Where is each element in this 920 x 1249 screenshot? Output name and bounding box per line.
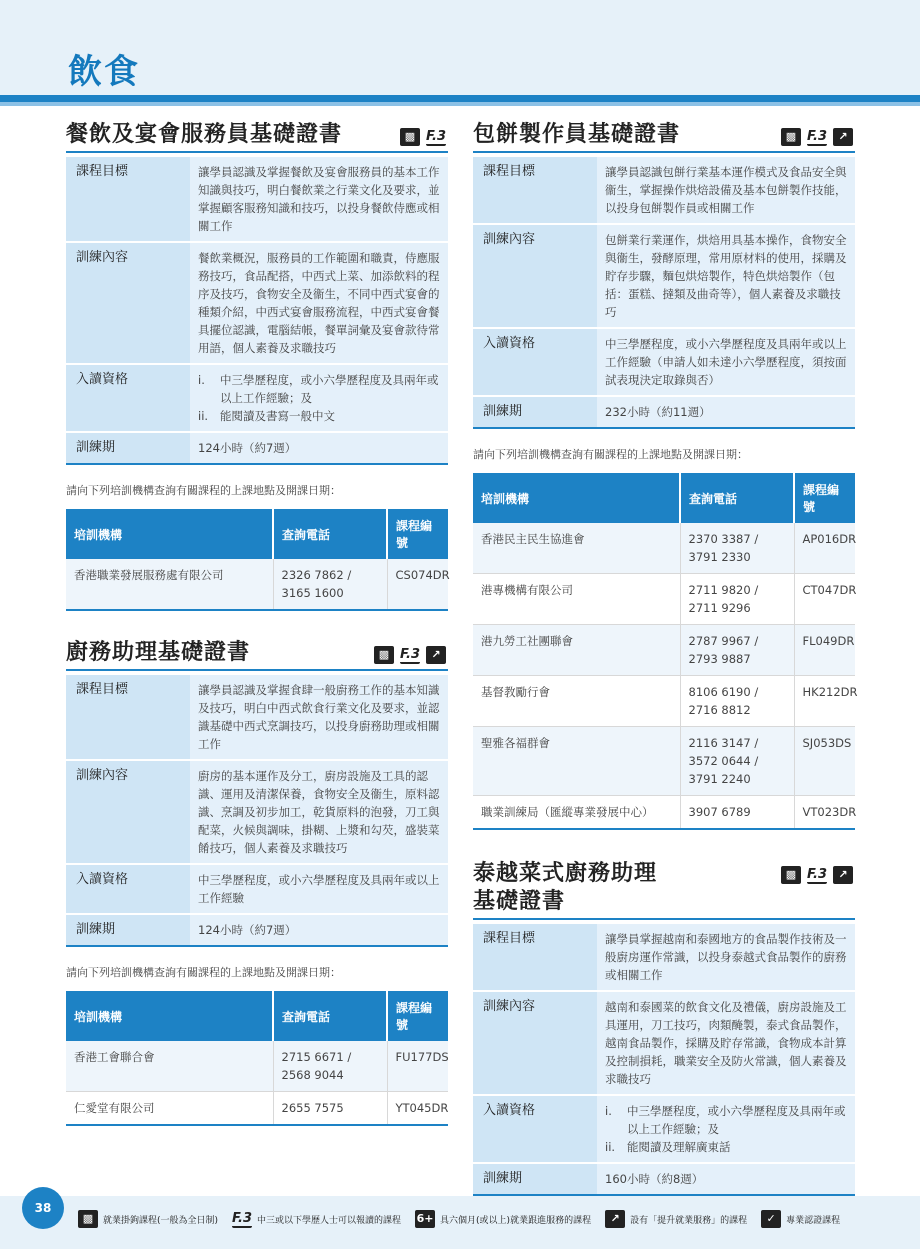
org-phone: 2116 3147 / 3572 0644 / 3791 2240	[680, 727, 794, 796]
legend-text: 中三或以下學歷人士可以報讀的課程	[257, 1215, 402, 1226]
objective-label: 課程目標	[66, 675, 190, 760]
code-header: 課程編號	[387, 509, 448, 559]
duration-label: 訓練期	[473, 1163, 597, 1195]
title-line-2: 基礎證書	[473, 889, 566, 914]
objective-value: 讓學員認識及掌握餐飲及宴會服務員的基本工作知識與技巧，明白餐飲業之行業文化及要求，並掌握顧客服務知識和技巧，以投身餐飲侍應或相關工作	[190, 157, 448, 242]
f3-icon: F.3	[807, 128, 827, 144]
header-rule-light	[0, 102, 920, 106]
code-header: 課程編號	[794, 473, 855, 523]
org-phone: 2326 7862 / 3165 1600	[273, 559, 387, 610]
certificate-check-icon: ✓	[761, 1210, 781, 1228]
org-name: 仁愛堂有限公司	[66, 1092, 273, 1126]
header-rule	[0, 95, 920, 102]
course-icons	[368, 646, 446, 664]
briefcase-icon: ▩	[781, 128, 801, 146]
course-icons	[775, 866, 853, 884]
briefcase-icon: ▩	[78, 1210, 98, 1228]
objective-value: 讓學員掌握越南和泰國地方的食品製作技術及一般廚房運作常識，以投身泰越式食品製作的廚務或相關工作	[597, 924, 855, 991]
org-name: 港九勞工社團聯會	[473, 625, 680, 676]
req-number: i.	[198, 373, 205, 387]
enquiry-note: 請向下列培訓機構查詢有關課程的上課地點及開課日期：	[66, 966, 341, 979]
upgrade-arrow-icon: ↗	[605, 1210, 625, 1228]
legend-text: 專業認證課程	[786, 1215, 841, 1226]
org-code: FU177DS	[387, 1041, 448, 1092]
course-title-catering	[66, 117, 448, 153]
legend-item	[78, 1210, 218, 1228]
org-name: 職業訓練局（匯縱專業發展中心）	[473, 796, 680, 830]
objective-label: 課程目標	[473, 924, 597, 991]
org-code: HK212DR	[794, 676, 855, 727]
table-row	[66, 1092, 448, 1126]
table-row	[473, 676, 855, 727]
content-label: 訓練內容	[473, 224, 597, 328]
legend-text: 具六個月(或以上)就業跟進服務的課程	[440, 1215, 592, 1226]
legend-item	[761, 1210, 840, 1228]
code-header: 課程編號	[387, 991, 448, 1041]
course-title-kitchen	[66, 635, 448, 671]
enquiry-note: 請向下列培訓機構查詢有關課程的上課地點及開課日期：	[473, 448, 748, 461]
req-text: 中三學歷程度，或小六學歷程度及具兩年或以上工作經驗；及	[627, 1104, 846, 1136]
org-code: AP016DR	[794, 523, 855, 574]
icon-legend	[78, 1210, 854, 1228]
requirement-label: 入讀資格	[66, 364, 190, 432]
req-text: 中三學歷程度，或小六學歷程度及具兩年或以上工作經驗；及	[220, 373, 439, 405]
course-title-bakery	[473, 117, 855, 153]
org-name: 聖雅各福群會	[473, 727, 680, 796]
req-number: i.	[605, 1104, 612, 1118]
content-value: 餐飲業概況，服務員的工作範圍和職責，侍應服務技巧，食品配搭，中西式上菜、加添飲料的程序及技巧，食物安全及衞生，不同中西式宴會的種類介紹，中西式宴會服務流程，中西式宴會餐具擺位認識，電腦結帳，餐單詞彙及宴會款待常用語，個人素養及求職技巧	[190, 242, 448, 364]
duration-value: 124小時（約7週）	[190, 914, 448, 946]
requirement-label: 入讀資格	[473, 328, 597, 396]
course-title-text: 餐飲及宴會服務員基礎證書	[66, 122, 343, 147]
legend-item	[232, 1211, 401, 1228]
org-table	[473, 473, 858, 830]
upgrade-arrow-icon: ↗	[833, 128, 853, 146]
objective-label: 課程目標	[473, 157, 597, 224]
org-name: 基督教勵行會	[473, 676, 680, 727]
requirement-value: 中三學歷程度，或小六學歷程度及具兩年或以上工作經驗（申請人如未達小六學歷程度，須按面試表現決定取錄與否）	[597, 328, 855, 396]
course-icons	[775, 128, 853, 146]
org-name: 香港民主民生協進會	[473, 523, 680, 574]
org-phone: 2787 9967 / 2793 9887	[680, 625, 794, 676]
org-phone: 2655 7575	[273, 1092, 387, 1126]
course-info-table	[66, 157, 448, 465]
org-header: 培訓機構	[66, 991, 273, 1041]
content-value: 包餅業行業運作，烘焙用具基本操作，食物安全與衞生，發酵原理，常用原材料的使用，採購及貯存步驟，麵包烘焙製作，特色烘焙製作（包括：蛋糕、撻類及曲奇等），個人素養及求職技巧	[597, 224, 855, 328]
f3-icon: F.3	[807, 866, 827, 882]
org-header: 培訓機構	[473, 473, 680, 523]
table-row	[66, 1041, 448, 1092]
enquiry-note: 請向下列培訓機構查詢有關課程的上課地點及開課日期：	[66, 484, 341, 497]
left-column	[66, 117, 448, 1126]
f3-icon: F.3	[426, 128, 446, 144]
org-table	[66, 991, 448, 1126]
briefcase-icon: ▩	[374, 646, 394, 664]
req-number: ii.	[198, 409, 209, 423]
upgrade-arrow-icon: ↗	[833, 866, 853, 884]
org-code: CS074DR	[387, 559, 448, 610]
page-title: 飲食	[68, 52, 140, 92]
requirement-value	[597, 1095, 855, 1163]
page-number: 38	[22, 1187, 64, 1229]
phone-header: 查詢電話	[680, 473, 794, 523]
legend-text: 設有「提升就業服務」的課程	[630, 1215, 748, 1226]
requirement-value: 中三學歷程度，或小六學歷程度及具兩年或以上工作經驗	[190, 864, 448, 914]
briefcase-icon: ▩	[400, 128, 420, 146]
objective-value: 讓學員認識及掌握食肆一般廚務工作的基本知識及技巧，明白中西式飲食行業文化及要求，並認識基礎中西式烹調技巧，以投身廚務助理或相關工作	[190, 675, 448, 760]
course-title-text: 包餅製作員基礎證書	[473, 122, 681, 147]
legend-item	[605, 1210, 747, 1228]
content-label: 訓練內容	[66, 242, 190, 364]
duration-value: 124小時（約7週）	[190, 432, 448, 464]
phone-header: 查詢電話	[273, 509, 387, 559]
duration-value: 160小時（約8週）	[597, 1163, 855, 1195]
org-phone: 3907 6789	[680, 796, 794, 830]
org-code: SJ053DS	[794, 727, 855, 796]
requirement-label: 入讀資格	[66, 864, 190, 914]
title-line-1: 泰越菜式廚務助理	[473, 861, 658, 886]
content-value: 廚房的基本運作及分工，廚房設施及工具的認識、運用及清潔保養，食物安全及衞生，原料認識、烹調及初步加工，乾貨原料的泡發，刀工與配菜，火候與調味，掛糊、上漿和勾芡，盛裝菜餚技巧，個人素養及求職技巧	[190, 760, 448, 864]
table-row	[66, 559, 448, 610]
course-title-text: 廚務助理基礎證書	[66, 640, 251, 665]
course-title-text	[473, 860, 657, 916]
content-label: 訓練內容	[473, 991, 597, 1095]
briefcase-icon: ▩	[781, 866, 801, 884]
org-phone: 8106 6190 / 2716 8812	[680, 676, 794, 727]
org-header: 培訓機構	[66, 509, 273, 559]
upgrade-arrow-icon: ↗	[426, 646, 446, 664]
org-name: 港專機構有限公司	[473, 574, 680, 625]
org-table	[66, 509, 448, 611]
req-text: 能閱讀及書寫一般中文	[220, 409, 335, 423]
objective-value: 讓學員認識包餅行業基本運作模式及食品安全與衞生，掌握操作烘焙設備及基本包餅製作技能，以投身包餅製作員或相關工作	[597, 157, 855, 224]
table-row	[473, 727, 855, 796]
course-title-thai-vietnamese	[473, 854, 855, 920]
f3-icon: F.3	[400, 646, 420, 662]
table-row	[473, 796, 855, 830]
requirement-label: 入讀資格	[473, 1095, 597, 1163]
course-info-table	[66, 675, 448, 947]
org-name: 香港職業發展服務處有限公司	[66, 559, 273, 610]
org-code: CT047DR	[794, 574, 855, 625]
duration-label: 訓練期	[66, 914, 190, 946]
org-code: YT045DR	[387, 1092, 448, 1126]
org-code: FL049DR	[794, 625, 855, 676]
duration-label: 訓練期	[473, 396, 597, 428]
org-name: 香港工會聯合會	[66, 1041, 273, 1092]
duration-value: 232小時（約11週）	[597, 396, 855, 428]
table-row	[473, 625, 855, 676]
org-phone: 2370 3387 / 3791 2330	[680, 523, 794, 574]
req-text: 能閱讀及理解廣東話	[627, 1140, 731, 1154]
objective-label: 課程目標	[66, 157, 190, 242]
content-label: 訓練內容	[66, 760, 190, 864]
requirement-value	[190, 364, 448, 432]
org-phone: 2715 6671 / 2568 9044	[273, 1041, 387, 1092]
phone-header: 查詢電話	[273, 991, 387, 1041]
six-month-follow-up-icon: 6+	[415, 1210, 435, 1228]
course-info-table	[473, 924, 855, 1196]
table-row	[473, 523, 855, 574]
table-row	[473, 574, 855, 625]
duration-label: 訓練期	[66, 432, 190, 464]
content-value: 越南和泰國菜的飲食文化及禮儀，廚房設施及工具運用，刀工技巧，肉類醃製，泰式食品製作，越南食品製作，採購及貯存常識，食物成本計算及控制損耗，職業安全及防火常識，個人素養及求職技巧	[597, 991, 855, 1095]
legend-item	[415, 1210, 591, 1228]
right-column	[473, 117, 858, 1196]
org-code: VT023DR	[794, 796, 855, 830]
legend-text: 就業掛鉤課程(一般為全日制)	[103, 1215, 219, 1226]
course-info-table	[473, 157, 855, 429]
course-icons	[394, 128, 446, 146]
org-phone: 2711 9820 / 2711 9296	[680, 574, 794, 625]
req-number: ii.	[605, 1140, 616, 1154]
f3-icon: F.3	[232, 1210, 253, 1226]
